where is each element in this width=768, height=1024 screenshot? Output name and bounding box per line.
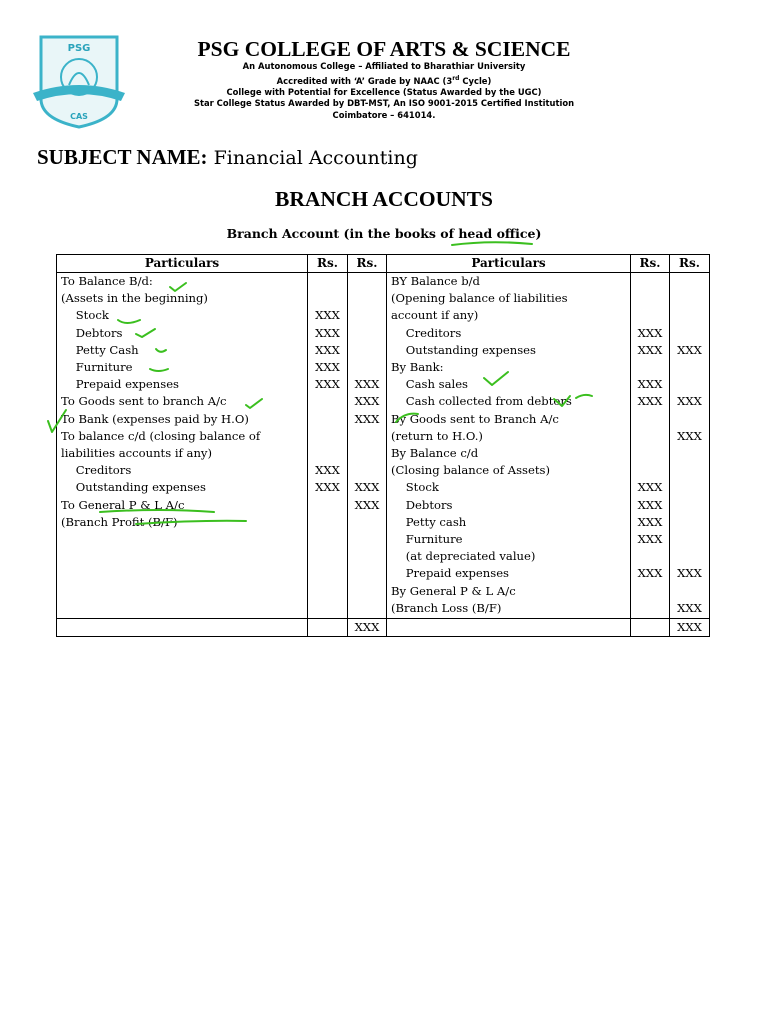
credit-amounts-1: XXX XXX XXX XXX XXX XXX XXX XXX XXX xyxy=(631,273,670,619)
address-line: Coimbatore – 641014. xyxy=(332,109,436,120)
accreditation-line: Accredited with ‘A’ Grade by NAAC (3rd Cycle) xyxy=(276,74,492,86)
college-header xyxy=(150,37,618,121)
header-rs-debit-2: Rs. xyxy=(348,255,387,273)
header-rs-credit-1: Rs. xyxy=(631,255,670,273)
college-logo xyxy=(31,33,127,129)
subject-label: SUBJECT NAME: xyxy=(37,145,208,169)
total-blank-debit xyxy=(57,619,308,637)
table-header-row xyxy=(57,255,710,273)
logo-top-text: PSG xyxy=(67,43,91,54)
underline-head-office xyxy=(452,242,532,245)
total-blank-debit-rs1 xyxy=(308,619,348,637)
header-rs-credit-2: Rs. xyxy=(670,255,710,273)
credit-particulars: BY Balance b/d (Opening balance of liabilities account if any) Creditors Outstanding expenses By Bank: Cash sales Cash collected from debtors By Goods sent to Branch A/c (return to H.O.) By Balance c/d (Closing balance of Assets) Stock Debtors Petty cash Furniture (at depreciated value) Prepaid expenses By General P & L A/c (Branch Loss (B/F) xyxy=(387,273,631,619)
logo-bottom-text: CAS xyxy=(70,112,88,121)
college-name: PSG COLLEGE OF ARTS & SCIENCE xyxy=(197,37,571,61)
affiliation-line: An Autonomous College – Affiliated to Bharathiar University xyxy=(242,61,526,71)
total-debit: XXX xyxy=(348,619,387,637)
table-caption: Branch Account (in the books of head office) xyxy=(226,226,542,241)
star-status-line: Star College Status Awarded by DBT-MST, An ISO 9001-2015 Certified Institution xyxy=(193,98,575,109)
subject-value: Financial Accounting xyxy=(207,147,418,169)
total-blank-credit xyxy=(387,619,631,637)
subject-line xyxy=(37,145,418,170)
debit-amounts-1: XXX XXX XXX XXX XXX XXX XXX xyxy=(308,273,348,619)
total-credit: XXX xyxy=(670,619,710,637)
potential-line: College with Potential for Excellence (Status Awarded by the UGC) xyxy=(226,86,542,97)
credit-amounts-2: XXX XXX XXX XXX XXX xyxy=(670,273,710,619)
debit-amounts-2: XXX XXX XXX XXX XXX xyxy=(348,273,387,619)
header-particulars-debit: Particulars xyxy=(57,255,308,273)
header-particulars-credit: Particulars xyxy=(387,255,631,273)
page-title: BRANCH ACCOUNTS xyxy=(274,187,493,211)
debit-particulars: To Balance B/d: (Assets in the beginning) Stock Debtors Petty Cash Furniture Prepaid expenses To Goods sent to branch A/c To Bank (expenses paid by H.O) To balance c/d (closing balance of liabilities accounts if any) Creditors Outstanding expenses To General P & L A/c (Branch Profit (B/F) xyxy=(57,273,308,619)
total-blank-credit-rs1 xyxy=(631,619,670,637)
header-rs-debit-1: Rs. xyxy=(308,255,348,273)
table-body-row xyxy=(57,273,710,619)
branch-account-table xyxy=(56,254,710,637)
table-total-row xyxy=(57,619,710,637)
